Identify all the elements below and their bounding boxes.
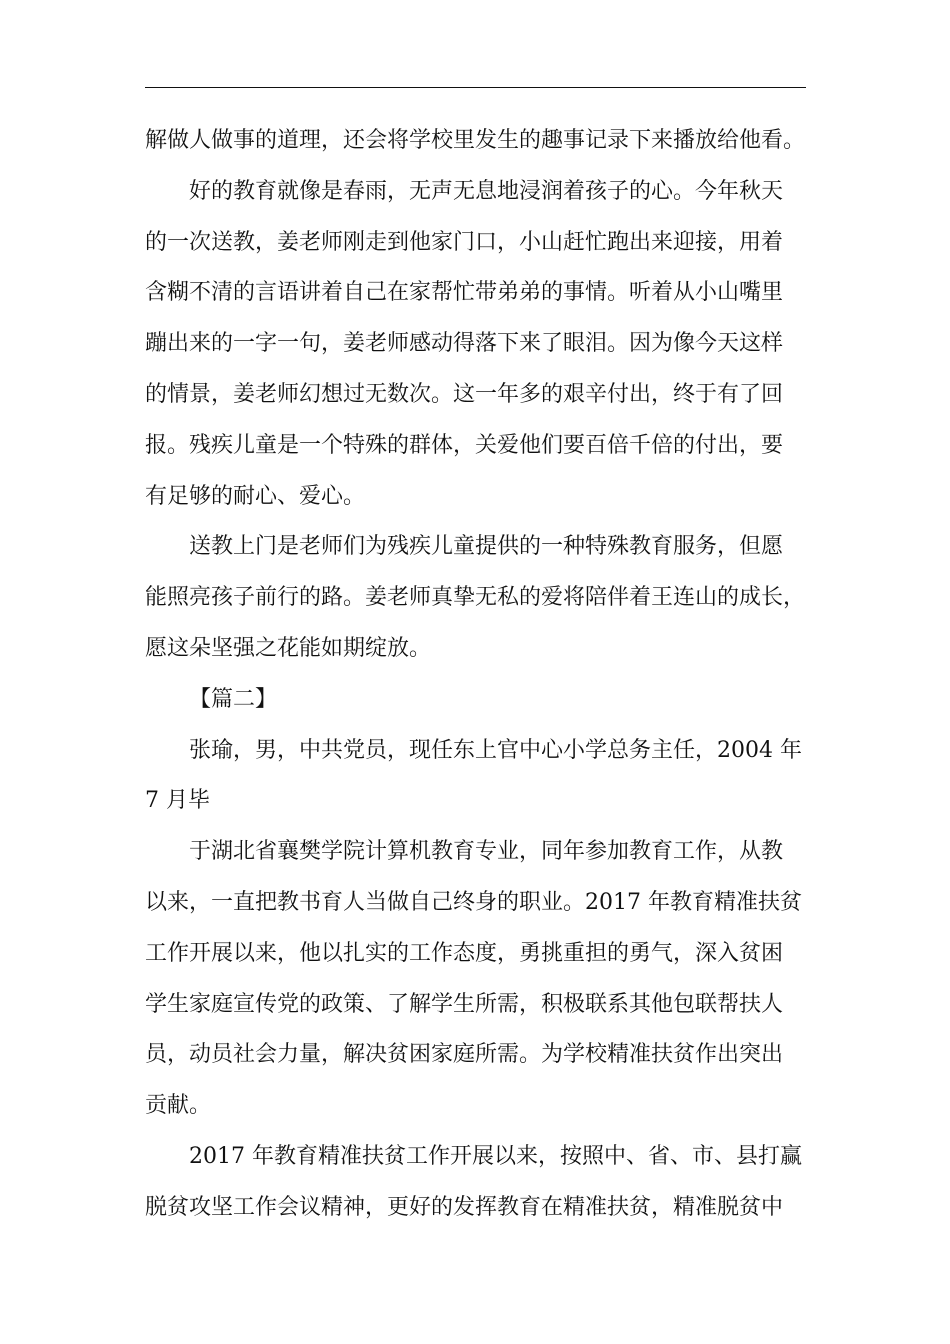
text-line: 工作开展以来，他以扎实的工作态度，勇挑重担的勇气，深入贫困 [145,940,784,966]
text-line: 蹦出来的一字一句，姜老师感动得落下来了眼泪。因为像今天这样 [145,331,784,357]
text-line: 脱贫攻坚工作会议精神，更好的发挥教育在精准扶贫，精准脱贫中 [145,1194,784,1220]
text-line: 的一次送教，姜老师刚走到他家门口，小山赶忙跑出来迎接，用着 [145,229,784,255]
text-line: 张瑜，男，中共党员，现任东上官中心小学总务主任，2004 年 [189,737,802,763]
text-line: 愿这朵坚强之花能如期绽放。 [145,635,432,661]
text-line: 2017 年教育精准扶贫工作开展以来，按照中、省、市、县打赢 [189,1143,802,1169]
text-line: 好的教育就像是春雨，无声无息地浸润着孩子的心。今年秋天 [189,178,784,204]
text-line: 的情景，姜老师幻想过无数次。这一年多的艰辛付出，终于有了回 [145,381,784,407]
text-line: 能照亮孩子前行的路。姜老师真挚无私的爱将陪伴着王连山的成长， [145,585,806,611]
document-body [145,116,806,1234]
text-line: 于湖北省襄樊学院计算机教育专业，同年参加教育工作，从教 [189,839,784,865]
text-line: 含糊不清的言语讲着自己在家帮忙带弟弟的事情。听着从小山嘴里 [145,280,784,306]
text-line: 解做人做事的道理，还会将学校里发生的趣事记录下来播放给他看。 [145,128,806,153]
text-line: 【篇二】 [189,686,278,712]
text-line: 7 月毕 [145,788,210,814]
text-line: 员，动员社会力量，解决贫困家庭所需。为学校精准扶贫作出突出 [145,1042,784,1068]
text-line: 有足够的耐心、爱心。 [145,483,366,509]
text-line: 送教上门是老师们为残疾儿童提供的一种特殊教育服务，但愿 [189,534,784,560]
text-line: 以来，一直把教书育人当做自己终身的职业。2017 年教育精准扶贫 [145,889,802,915]
header-rule [145,87,806,88]
text-line: 学生家庭宣传党的政策、了解学生所需，积极联系其他包联帮扶人 [145,991,784,1017]
text-line: 报。残疾儿童是一个特殊的群体，关爱他们要百倍千倍的付出，要 [145,432,784,458]
text-line: 贡献。 [145,1093,212,1119]
